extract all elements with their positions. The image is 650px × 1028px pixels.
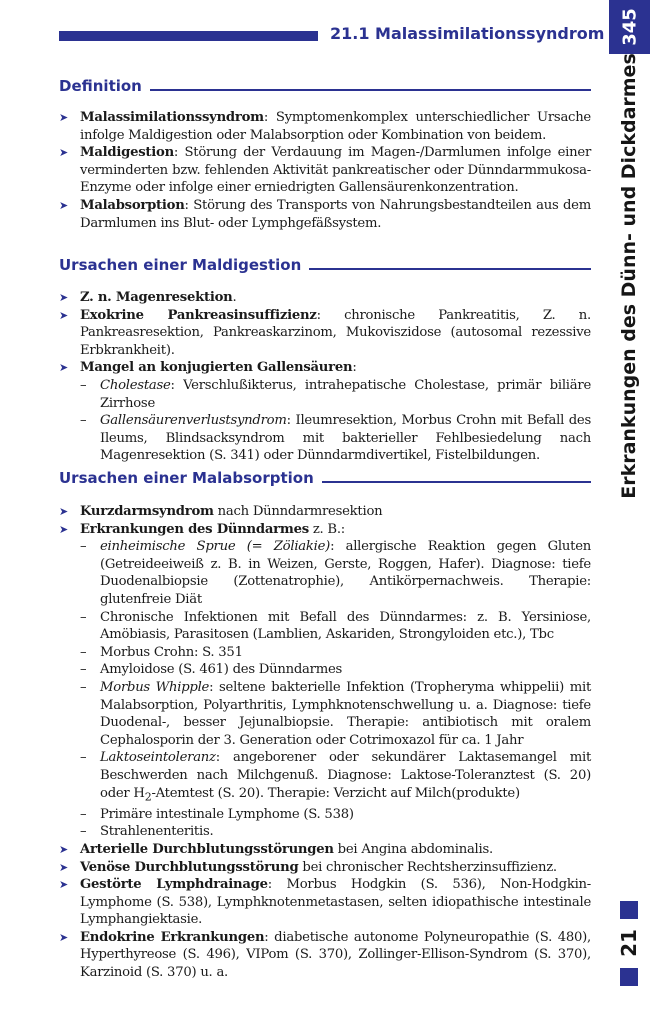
term: Morbus Whipple (100, 679, 210, 695)
list-item (59, 929, 591, 982)
item-text: : angeborener oder sekundärer Laktasemangel mit Beschwerden nach Milchgenuß. Diagnose: Laktose-Toleranztest (S. 20) oder H (100, 750, 591, 801)
definition-text: : Symptomenkomplex unterschiedlicher Ursache infolge Maldigestion oder Malabsorption oder Kombination von beidem. (80, 110, 591, 143)
section-rule (309, 268, 591, 270)
sub-list (80, 377, 591, 465)
arrow-bullet-icon: ➤ (59, 878, 68, 892)
section-title: Ursachen einer Malabsorption (59, 469, 314, 487)
item-text: Primäre intestinale Lymphome (S. 538) (100, 806, 354, 822)
arrow-bullet-icon: ➤ (59, 930, 68, 944)
sub-list-item (80, 609, 591, 644)
dash-bullet: – (80, 413, 87, 429)
item-text: nach Dünndarmresektion (213, 504, 383, 519)
sub-list-item (80, 823, 591, 841)
arrow-bullet-icon: ➤ (59, 291, 68, 304)
running-header-title: 21.1 Malassimilationssyndrom (330, 24, 605, 43)
chapter-marker-square (620, 901, 638, 919)
term: Kurzdarmsyndrom (80, 504, 214, 519)
dash-bullet: – (80, 806, 87, 822)
list-item (59, 859, 591, 877)
term: Maldigestion (80, 145, 174, 161)
item-text: -Atemtest (S. 20). Therapie: Verzicht auf Milch(produkte) (151, 785, 520, 801)
sub-list-item (80, 679, 591, 749)
section-heading-malabsorption (59, 469, 591, 487)
item-text: : seltene bakterielle Infektion (Tropheryma whippelii) mit Malabsorption, Polyarthritis, Lymphknotenschwellung u. a. Diagnose: tiefe Duodenal-, besser Jejunalbiopsie. Therapie: antibiotisch mit oralem Cephalosporin der 3. Generation oder Cotrimoxazol für ca. 1 Jahr (100, 679, 591, 748)
item-text: Chronische Infektionen mit Befall des Dünndarmes: z. B. Yersiniose, Amöbiasis, Parasitosen (Lamblien, Askariden, Strongyloiden etc.), Tbc (100, 609, 591, 643)
dash-bullet: – (80, 750, 87, 766)
term: Erkrankungen des Dünndarmes (80, 521, 309, 537)
item-text: Amyloidose (S. 461) des Dünndarmes (100, 662, 343, 678)
list-item (59, 503, 591, 521)
section-rule (322, 481, 591, 483)
term: Mangel an konjugierten Gallensäuren (80, 360, 353, 376)
item-text: : Verschlußikterus, intrahepatische Cholestase, primär biliäre Zirrhose (100, 377, 591, 411)
page-number: 345 (619, 8, 641, 46)
arrow-bullet-icon: ➤ (59, 860, 68, 874)
sub-list-item (80, 377, 591, 412)
item-text: : diabetische autonome Polyneuropathie (S. 480), Hyperthyreose (S. 496), VIPom (S. 370), Zollinger-Ellison-Syndrom (S. 370), Karzinoid (S. 370) u. a. (80, 929, 591, 981)
term: Malassimilationssyndrom (80, 110, 264, 125)
arrow-bullet-icon: ➤ (59, 111, 68, 124)
sub-list-item (80, 806, 591, 824)
item-text: : Morbus Hodgkin (S. 536), Non-Hodgkin-Lymphome (S. 538), Lymphknotenmetastasen, selten idiopathische intestinale Lymphangiektasie. (80, 877, 591, 928)
maldigestion-list (59, 289, 591, 465)
section-title: Ursachen einer Maldigestion (59, 256, 302, 274)
item-text: z. B.: (308, 521, 345, 537)
arrow-bullet-icon: ➤ (59, 308, 68, 322)
item-text: Morbus Crohn: S. 351 (100, 644, 243, 660)
dash-bullet: – (80, 609, 87, 625)
section-title: Definition (59, 77, 142, 95)
term: Exokrine Pankreasinsuffizienz (80, 307, 317, 323)
header-rule (59, 31, 318, 41)
arrow-bullet-icon: ➤ (59, 505, 68, 518)
list-item (59, 841, 591, 859)
subscript: 2 (144, 790, 152, 804)
list-item (59, 359, 591, 465)
term: einheimische Sprue (= Zöliakie) (100, 539, 331, 555)
dash-bullet: – (80, 679, 87, 695)
sub-list-item (80, 412, 591, 465)
definition-text: : Störung des Transports von Nahrungsbestandteilen aus dem Darmlumen ins Blut- oder Lymphgefäßsystem. (80, 197, 591, 231)
list-item (59, 876, 591, 929)
section-heading-definition (59, 77, 591, 95)
definition-text: : Störung der Verdauung im Magen-/Darmlumen infolge einer verminderten bzw. fehlenden Aktivität pankreatischer oder Dünndarmmukosa-Enzyme oder infolge einer erniedrigten Gallensäurenkonzentration. (80, 145, 591, 196)
item-text: : (352, 360, 357, 376)
list-item (59, 109, 591, 144)
chapter-side-title: Erkrankungen des Dünn- und Dickdarmes (618, 53, 640, 499)
dash-bullet: – (80, 824, 87, 840)
term: Gallensäurenverlustsyndrom (100, 413, 287, 429)
chapter-number: 21 (617, 929, 641, 957)
item-text: : allergische Reaktion gegen Gluten (Getreideeiweiß z. B. in Weizen, Gerste, Roggen, Hafer). Diagnose: tiefe Duodenalbiopsie (Zottenatrophie), Antikörpernachweis. Therapie: glutenfreie Diät (100, 539, 591, 607)
malabsorption-list (59, 503, 591, 982)
dash-bullet: – (80, 662, 87, 678)
sub-list-item (80, 644, 591, 662)
item-text: bei Angina abdominalis. (333, 841, 493, 857)
list-item (59, 197, 591, 232)
item-text: : chronische Pankreatitis, Z. n. Pankreasresektion, Pankreaskarzinom, Mukoviszidose (autosomal rezessive Erbkrankheit). (80, 307, 591, 358)
arrow-bullet-icon: ➤ (59, 146, 68, 160)
term: Z. n. Magenresektion (80, 290, 233, 305)
term: Cholestase (100, 377, 171, 393)
term: Malabsorption (80, 197, 185, 213)
item-text: Strahlenenteritis. (100, 824, 214, 840)
definition-list (59, 109, 591, 232)
list-item (59, 521, 591, 841)
term: Gestörte Lymphdrainage (80, 877, 268, 893)
term: Venöse Durchblutungsstörung (80, 859, 299, 875)
dash-bullet: – (80, 377, 87, 393)
term: Laktoseintoleranz (100, 750, 216, 766)
arrow-bullet-icon: ➤ (59, 842, 68, 856)
sub-list-item (80, 661, 591, 679)
section-heading-maldigestion (59, 256, 591, 274)
list-item (59, 289, 591, 307)
chapter-marker-square (620, 968, 638, 986)
dash-bullet: – (80, 539, 87, 555)
sub-list-item (80, 749, 591, 805)
arrow-bullet-icon: ➤ (59, 522, 68, 536)
arrow-bullet-icon: ➤ (59, 198, 68, 212)
item-text: . (232, 290, 237, 305)
term: Arterielle Durchblutungsstörungen (80, 841, 334, 857)
list-item (59, 144, 591, 197)
sub-list-item (80, 538, 591, 608)
arrow-bullet-icon: ➤ (59, 361, 68, 375)
term: Endokrine Erkrankungen (80, 929, 265, 945)
section-rule (150, 89, 591, 91)
item-text: : Ileumresektion, Morbus Crohn mit Befall des Ileums, Blindsacksyndrom mit bakterieller Fehlbesiedelung nach Magenresektion (S. 341) oder Dünndarmdivertikel, Fistelbildungen. (100, 413, 591, 464)
sub-list (80, 538, 591, 841)
item-text: bei chronischer Rechtsherzinsuffizienz. (298, 859, 557, 875)
list-item (59, 307, 591, 360)
dash-bullet: – (80, 644, 87, 660)
